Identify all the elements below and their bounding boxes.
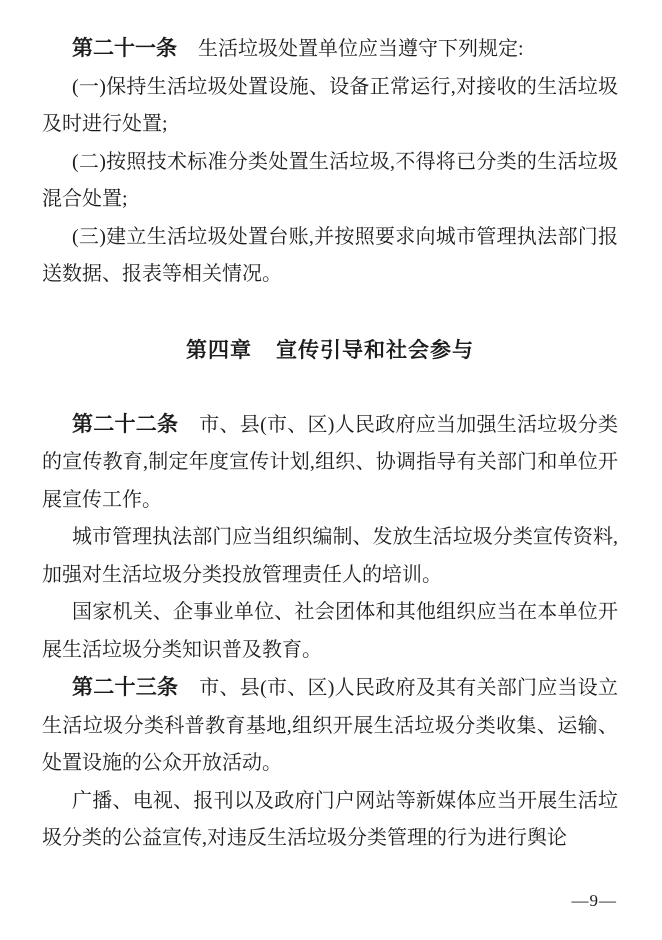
article-22-text: 市、县(市、区)人民政府应当加强生活垃圾分类的宣传教育,制定年度宣传计划,组织、协调指导有关部门和单位开展宣传工作。 [42,413,619,511]
article-23-paragraph-2: 广播、电视、报刊以及政府门户网站等新媒体应当开展生活垃圾分类的公益宣传,对违反生活垃圾分类管理的行为进行舆论 [42,789,618,849]
chapter-number: 第四章 [186,337,252,362]
article-21-item-2: (二)按照技术标准分类处置生活垃圾,不得将已分类的生活垃圾混合处置; [42,150,618,210]
article-21-item-3: (三)建立生活垃圾处置台账,并按照要求向城市管理执法部门报送数据、报表等相关情况。 [42,225,618,285]
article-22-paragraph-3: 国家机关、企事业单位、社会团体和其他组织应当在本单位开展生活垃圾分类知识普及教育。 [42,601,618,661]
article-23-paragraph [42,669,618,783]
article-21-number: 第二十一条 [72,36,177,60]
article-22-paragraph-2: 城市管理执法部门应当组织编制、发放生活垃圾分类宣传资料,加强对生活垃圾分类投放管理责任人的培训。 [42,526,618,586]
document-body [42,30,618,858]
article-22-paragraph [42,406,618,520]
article-22-number: 第二十二条 [72,411,179,436]
article-21-intro-text: 生活垃圾处置单位应当遵守下列规定: [198,38,524,60]
article-21-paragraph [42,30,618,69]
chapter-title: 宣传引导和社会参与 [276,337,474,362]
article-23-text: 市、县(市、区)人民政府及其有关部门应当设立生活垃圾分类科普教育基地,组织开展生活垃圾分类收集、运输、处置设施的公众开放活动。 [42,677,619,774]
page-number: —9— [571,891,617,910]
chapter-heading [42,331,618,369]
article-21-item-1: (一)保持生活垃圾处置设施、设备正常运行,对接收的生活垃圾及时进行处置; [42,75,618,135]
article-23-number: 第二十三条 [72,675,179,699]
